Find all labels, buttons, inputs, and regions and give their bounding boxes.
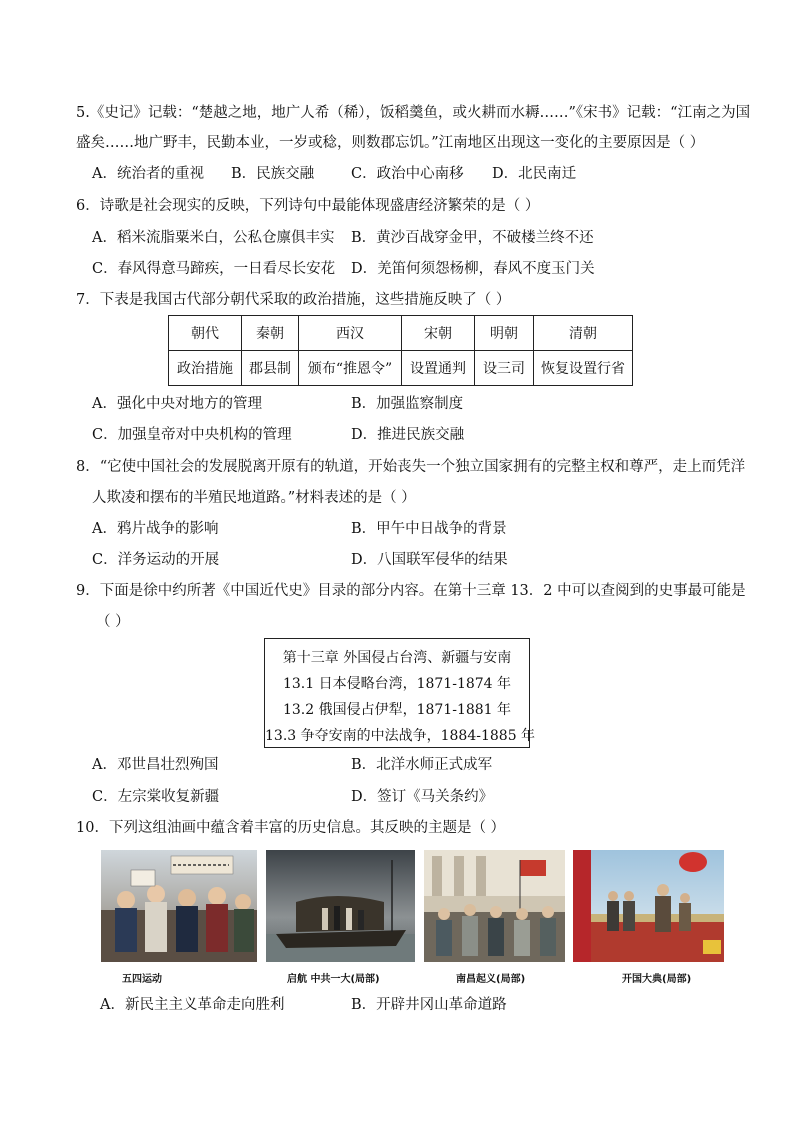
painting-founding-ceremony [573,850,724,962]
table-cell: 朝代 [169,316,242,351]
q10-option-b: B．开辟井冈山革命道路 [351,997,507,1013]
q9-stem-line2: （ ） [96,614,130,630]
q5-option-d: D．北民南迁 [492,166,577,182]
q10-option-a: A．新民主主义革命走向胜利 [100,997,285,1013]
q5-option-b: B．民族交融 [231,166,315,182]
table-header-row [169,316,633,351]
table-cell: 设置通判 [402,351,475,386]
table-cell: 政治措施 [169,351,242,386]
table-cell: 颁布“推恩令” [299,351,402,386]
table-cell: 设三司 [475,351,534,386]
q6-stem: 6．诗歌是社会现实的反映，下列诗句中最能体现盛唐经济繁荣的是（ ） [76,198,540,214]
q7-stem: 7．下表是我国古代部分朝代采取的政治措施，这些措施反映了（ ） [76,292,511,308]
table-cell: 恢复设置行省 [534,351,633,386]
q9-option-b: B．北洋水师正式成军 [351,757,493,773]
table-cell: 郡县制 [242,351,299,386]
contents-item: 13.1 日本侵略台湾，1871-1874 年 [282,676,512,692]
q9-option-a: A．邓世昌壮烈殉国 [92,757,219,773]
painting-setting-sail [266,850,415,962]
contents-item: 13.3 争夺安南的中法战争，1884-1885 年 [265,728,536,744]
painting-nanchang-uprising [424,850,565,962]
table-row [169,351,633,386]
q9-option-d: D．签订《马关条约》 [351,789,494,805]
q6-option-a: A．稻米流脂粟米白，公私仓廪俱丰实 [92,230,335,246]
q8-option-a: A．鸦片战争的影响 [92,521,219,537]
q7-option-a: A．强化中央对地方的管理 [92,396,262,412]
q9-option-c: C．左宗棠收复新疆 [92,789,220,805]
q8-option-d: D．八国联军侵华的结果 [351,552,508,568]
contents-item: 13.2 俄国侵占伊犁，1871-1881 年 [282,702,512,718]
q8-stem-line2: 人欺凌和摆布的半殖民地道路。”材料表述的是（ ） [92,490,416,506]
contents-chapter-title: 第十三章 外国侵占台湾、新疆与安南 [282,650,512,666]
caption-setting-sail: 启航 中共一大(局部) [287,974,380,985]
q5-stem-line1: 5.《史记》记载：“楚越之地，地广人希（稀），饭稻羹鱼，或火耕而水耨……”《宋书》记载：“江南之为国 [76,105,751,121]
table-cell: 西汉 [299,316,402,351]
q8-option-c: C．洋务运动的开展 [92,552,220,568]
table-cell: 秦朝 [242,316,299,351]
q6-option-b: B．黄沙百战穿金甲，不破楼兰终不还 [351,230,594,246]
q6-option-c: C．春风得意马蹄疾，一日看尽长安花 [92,261,336,277]
q5-stem-line2: 盛矣……地广野丰，民勤本业，一岁或稔，则数郡忘饥。”江南地区出现这一变化的主要原因是（ ） [76,135,705,151]
painting-may-fourth [101,850,257,962]
q10-stem: 10．下列这组油画中蕴含着丰富的历史信息。其反映的主题是（ ） [76,820,506,836]
q5-option-c: C．政治中心南移 [351,166,464,182]
table-cell: 宋朝 [402,316,475,351]
q7-dynasty-table [168,315,633,386]
q9-stem-line1: 9．下面是徐中约所著《中国近代史》目录的部分内容。在第十三章 13．2 中可以查阅到的史事最可能是 [76,583,746,599]
caption-nanchang-uprising: 南昌起义(局部) [456,974,526,985]
q7-option-b: B．加强监察制度 [351,396,464,412]
caption-may-fourth: 五四运动 [122,974,162,985]
q9-contents-box [264,638,536,748]
q6-option-d: D．羌笛何须怨杨柳，春风不度玉门关 [351,261,595,277]
q5-option-a: A．统治者的重视 [92,166,204,182]
table-cell: 明朝 [475,316,534,351]
table-cell: 清朝 [534,316,633,351]
q8-option-b: B．甲午中日战争的背景 [351,521,507,537]
q8-stem-line1: 8．“它使中国社会的发展脱离开原有的轨道，开始丧失一个独立国家拥有的完整主权和尊严，走上而凭洋 [76,459,746,475]
q7-option-d: D．推进民族交融 [351,427,465,443]
q7-option-c: C．加强皇帝对中央机构的管理 [92,427,292,443]
caption-founding-ceremony: 开国大典(局部) [622,974,692,985]
